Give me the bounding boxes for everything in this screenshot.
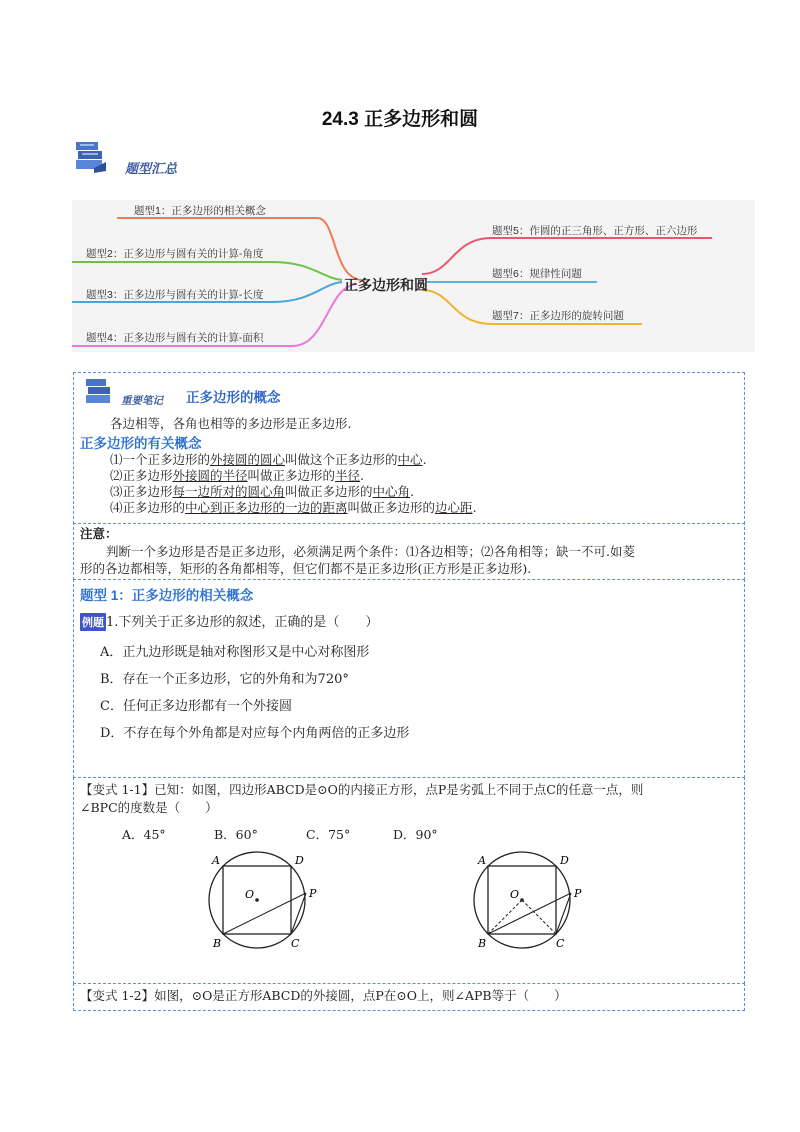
fig2-label-c: C — [556, 937, 565, 950]
type1-question: 1.下列关于正多边形的叙述，正确的是（ ） — [106, 615, 379, 630]
variant12-line: 【变式 1-2】如图，⊙O是正方形ABCD的外接圆，点P在⊙O上，则∠APB等于（ ） — [80, 988, 567, 1003]
concept-item-3: ⑶正多边形每一边所对的圆心角叫做正多边形的中心角. — [110, 484, 415, 499]
example-badge: 例题 — [80, 613, 106, 631]
notes-icon — [84, 377, 114, 409]
fig2-label-b: B — [478, 937, 487, 950]
figure-square-in-circle-2 — [468, 850, 598, 950]
type1-option-b: B．存在一个正多边形，它的外角和为720° — [100, 672, 349, 687]
mindmap-node-type6: 题型6：规律性问题 — [492, 268, 582, 280]
fig1-label-p: P — [309, 887, 317, 900]
page-title: 24.3 正多边形和圆 — [321, 109, 479, 130]
mindmap-center: 正多边形和圆 — [344, 277, 428, 293]
notes-definition: 各边相等，各角也相等的多边形是正多边形. — [110, 416, 352, 431]
mindmap-node-type2: 题型2：正多边形与圆有关的计算-角度 — [86, 248, 264, 260]
variant11-option-d: D．90° — [393, 827, 438, 842]
type1-option-d: D．不存在每个外角都是对应每个内角两倍的正多边形 — [100, 726, 410, 741]
mindmap — [72, 200, 755, 352]
mindmap-node-type4: 题型4：正多边形与圆有关的计算-面积 — [86, 332, 264, 344]
type1-heading: 题型 1：正多边形的相关概念 — [80, 588, 254, 603]
mindmap-node-type1: 题型1：正多边形的相关概念 — [134, 205, 266, 217]
type1-option-c: C．任何正多边形都有一个外接圆 — [100, 699, 292, 714]
concept-item-2: ⑵正多边形外接圆的半径叫做正多边形的半径. — [110, 468, 365, 483]
books-icon — [74, 140, 108, 178]
mindmap-node-type3: 题型3：正多边形与圆有关的计算-长度 — [86, 289, 264, 301]
notes-sub-heading: 正多边形的有关概念 — [80, 436, 202, 451]
variant11-line-2: ∠BPC的度数是（ ） — [80, 800, 218, 815]
variant11-option-b: B．60° — [214, 827, 258, 842]
fig1-label-o: O — [245, 888, 255, 901]
type1-question-line — [80, 611, 378, 631]
variant12-label: 【变式 1-2】 — [80, 988, 155, 1003]
concept-item-1: ⑴一个正多边形的外接圆的圆心叫做这个正多边形的中心. — [110, 452, 427, 467]
fig1-label-a: A — [212, 854, 220, 867]
notes-icon-label: 重要笔记 — [121, 395, 163, 407]
mindmap-node-type7: 题型7：正多边形的旋转问题 — [492, 310, 624, 322]
variant11-label: 【变式 1-1】 — [80, 782, 155, 797]
attention-line-2: 形的各边都相等，矩形的各角都相等，但它们都不是正多边形(正方形是正多边形). — [80, 561, 532, 576]
attention-line-1: 判断一个多边形是否是正多边形，必须满足两个条件：⑴各边相等；⑵各角相等；缺一不可.如菱 — [106, 544, 635, 559]
concept-item-4: ⑷正多边形的中心到正多边形的一边的距离叫做正多边形的边心距. — [110, 500, 477, 515]
variant11-option-a: A．45° — [122, 827, 166, 842]
type1-option-a: A．正九边形既是轴对称图形又是中心对称图形 — [100, 645, 370, 660]
variant11-option-c: C．75° — [306, 827, 351, 842]
variant11-line-1: 【变式 1-1】已知：如图，四边形ABCD是⊙O的内接正方形，点P是劣弧上不同于点C的任意一点，则 — [80, 782, 644, 797]
fig2-label-p: P — [574, 887, 582, 900]
fig2-label-d: D — [560, 854, 569, 867]
mindmap-node-type5: 题型5：作圆的正三角形、正方形、正六边形 — [492, 225, 698, 237]
section-summary-label: 题型汇总 — [125, 161, 178, 176]
fig2-label-a: A — [478, 854, 486, 867]
fig1-label-d: D — [295, 854, 304, 867]
fig1-label-b: B — [213, 937, 222, 950]
figure-square-in-circle-1 — [198, 850, 328, 950]
fig2-label-o: O — [510, 888, 520, 901]
notes-heading: 正多边形的概念 — [186, 390, 281, 405]
fig1-label-c: C — [291, 937, 300, 950]
attention-label: 注意： — [80, 527, 118, 541]
